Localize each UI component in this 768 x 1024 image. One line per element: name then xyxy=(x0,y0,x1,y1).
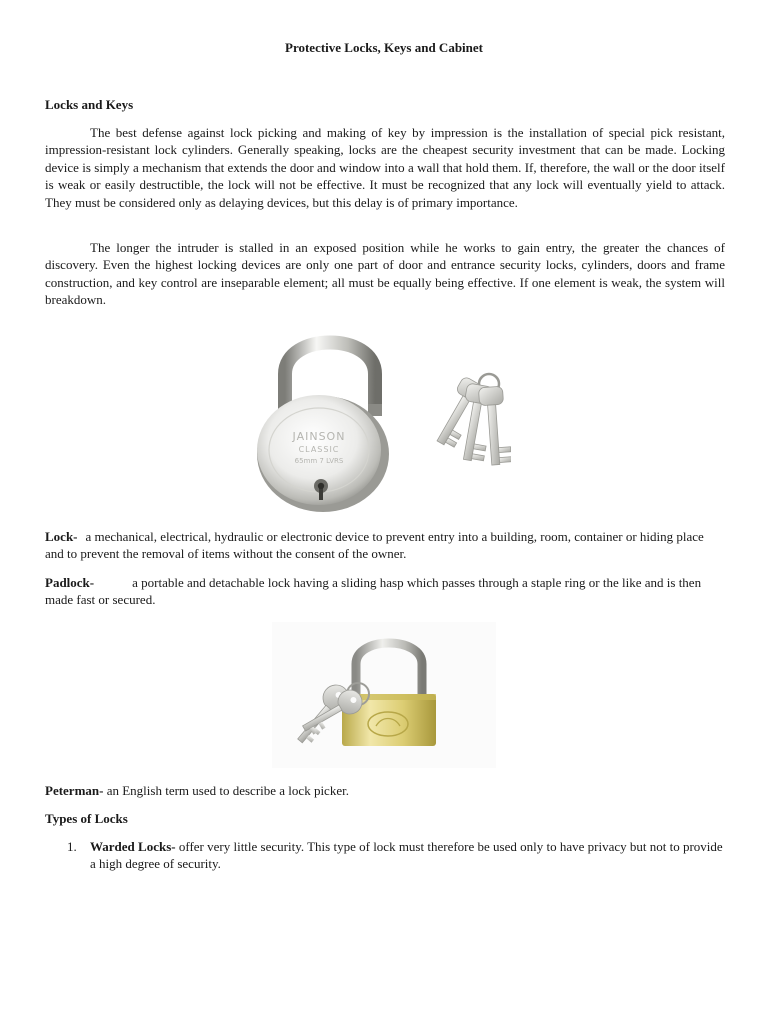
chrome-padlock-figure xyxy=(255,322,511,518)
list-item-number: 1. xyxy=(67,839,77,854)
chrome-padlock-with-keys-image xyxy=(255,322,511,518)
definition-peterman xyxy=(45,782,725,799)
definition-text-padlock: a portable and detachable lock having a sliding hasp which passes through a staple ring or the like and is then made fast or secured. xyxy=(45,575,702,608)
paragraph-1: The best defense against lock picking and making of key by impression is the installation of special pick resistant, impression-resistant lock cylinders. Generally speaking, locks are the cheapest security investment that can be made. Locking device is simply a mechanism that extends the door and window into a wall that hold them. If, therefore, the wall or the door itself is weak or easily destructible, the lock will not be effective. It must be recognized that any lock will eventually yield to attack. They must be considered only as delaying devices, but this delay is of primary importance. xyxy=(45,125,725,210)
padlock-brand-engraving: JAINSON xyxy=(292,430,346,443)
list-item xyxy=(45,838,725,874)
definition-padlock xyxy=(45,574,725,609)
definition-text-peterman: an English term used to describe a lock picker. xyxy=(106,783,349,798)
definition-text-lock: a mechanical, electrical, hydraulic or electronic device to prevent entry into a building, room, container or hiding place and to prevent the removal of items without the consent of the owner. xyxy=(45,529,704,562)
list-item-text: offer very little security. This type of lock must therefore be used only to have privacy but not to provide a high degree of security. xyxy=(90,839,723,872)
section-heading-locks-and-keys: Locks and Keys xyxy=(45,97,134,112)
list-item-body xyxy=(90,838,725,873)
keys-illustration xyxy=(429,374,511,466)
brass-padlock-figure xyxy=(272,622,496,768)
definition-term-peterman: Peterman- xyxy=(45,783,104,798)
section-heading-types-of-locks: Types of Locks xyxy=(45,811,128,826)
definition-lock xyxy=(45,528,725,563)
definition-term-lock: Lock- xyxy=(45,529,78,544)
padlock-size-engraving: 65mm 7 LVRS xyxy=(294,457,344,465)
paragraph-2: The longer the intruder is stalled in an exposed position while he works to gain entry, the greater the chances of discovery. Even the highest locking devices are only one part of door and entrance security locks, cylinders, doors and frame construction, and key control are inseparable element; all must be equally being effective. If one element is weak, the system will breakdown. xyxy=(45,240,725,308)
padlock-model-engraving: CLASSIC xyxy=(298,445,340,454)
definition-term-padlock: Padlock- xyxy=(45,575,95,590)
brass-padlock-with-keys-image xyxy=(272,622,496,768)
page-title: Protective Locks, Keys and Cabinet xyxy=(285,40,483,55)
list-item-term: Warded Locks- xyxy=(90,839,176,854)
